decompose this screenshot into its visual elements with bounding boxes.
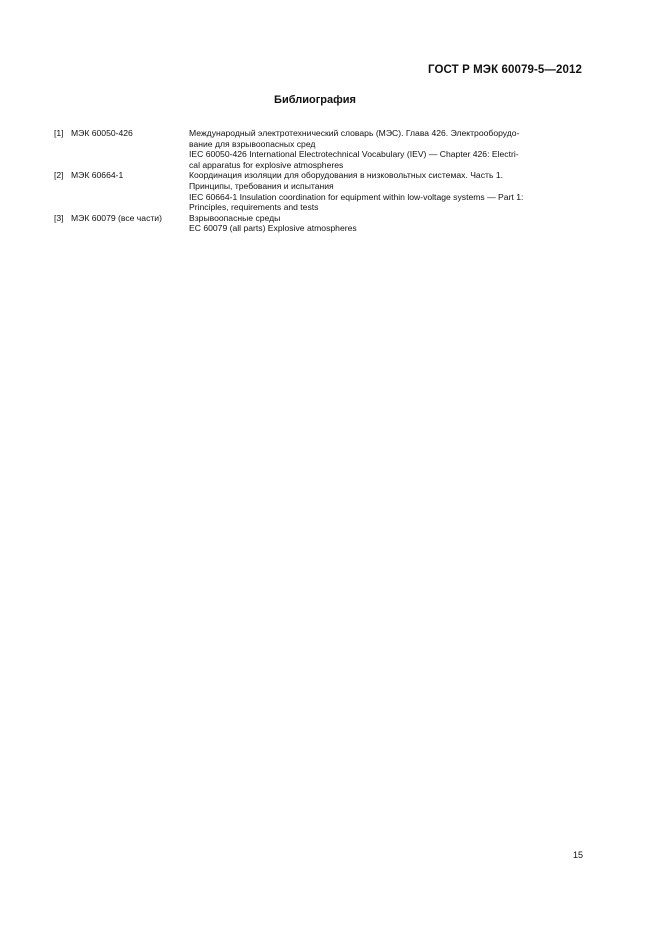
entry-number: [2] <box>54 170 64 181</box>
bibliography-description <box>189 213 579 234</box>
standard-code-header: ГОСТ Р МЭК 60079-5—2012 <box>428 64 582 76</box>
description-line: Принципы, требования и испытания <box>189 180 334 191</box>
page-number: 15 <box>572 850 583 860</box>
bibliography-entry <box>54 128 579 170</box>
description-line: Principles, requirements and tests <box>189 202 319 213</box>
entry-number: [1] <box>54 128 64 138</box>
description-line: IEC 60664-1 Insulation coordination for equipment within low-voltage systems — Part 1: <box>189 191 524 202</box>
bibliography-reference <box>54 170 189 181</box>
page-title: Библиография <box>274 94 356 106</box>
description-line: Координация изоляции для оборудования в низковольтных системах. Часть 1. <box>189 170 503 181</box>
bibliography-reference <box>54 213 189 224</box>
bibliography-entry <box>54 213 579 234</box>
bibliography-entry <box>54 170 579 212</box>
bibliography-description <box>189 128 579 170</box>
bibliography-list <box>54 128 579 234</box>
bibliography-reference <box>54 128 189 139</box>
description-line: вание для взрывоопасных сред <box>189 138 316 149</box>
entry-standard: МЭК 60079 (все части) <box>71 212 162 223</box>
bibliography-description <box>189 170 579 212</box>
description-line: cal apparatus for explosive atmospheres <box>189 159 344 170</box>
entry-number: [3] <box>54 212 64 223</box>
description-line: Международный электротехнический словарь (МЭС). Глава 426. Электрооборудо- <box>189 128 520 138</box>
entry-standard: МЭК 60664-1 <box>71 170 124 181</box>
description-line: Взрывоопасные среды <box>189 212 281 223</box>
description-line: EC 60079 (all parts) Explosive atmospheres <box>189 223 357 234</box>
entry-standard: МЭК 60050-426 <box>71 128 133 138</box>
description-line: IEC 60050-426 International Electrotechnical Vocabulary (IEV) — Chapter 426: Electri- <box>189 149 519 160</box>
